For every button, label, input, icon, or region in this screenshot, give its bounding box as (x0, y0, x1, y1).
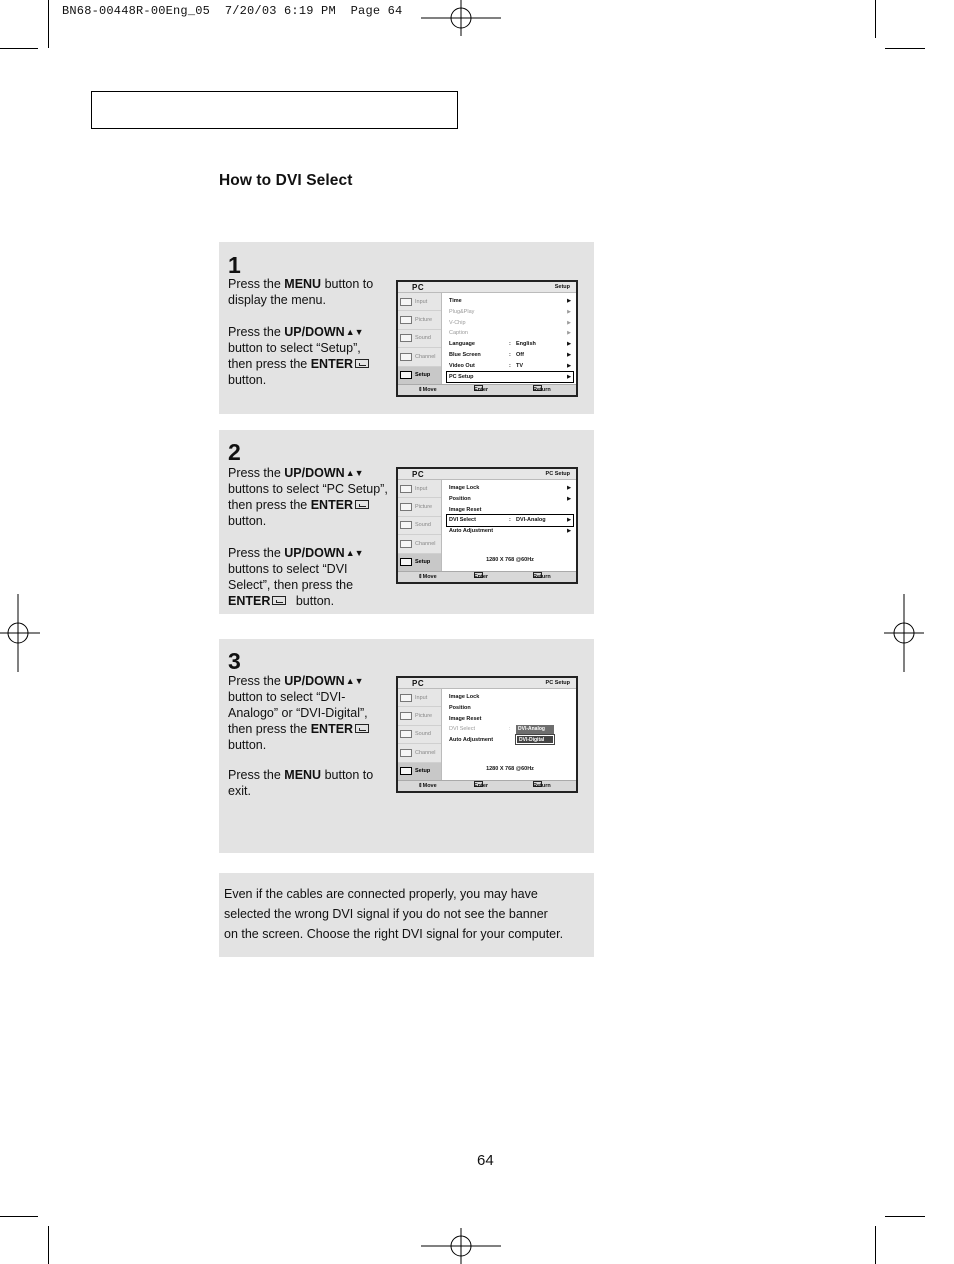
registration-mark-icon (421, 0, 501, 36)
input-icon (400, 485, 412, 493)
osd-row (447, 350, 573, 361)
osd-footer-move: ⇕ Move (418, 387, 437, 393)
osd-row-colon: : (509, 362, 511, 369)
instruction-paragraph (228, 324, 388, 388)
registration-mark-icon (0, 594, 40, 672)
osd-row (447, 735, 573, 746)
osd-screen (396, 467, 578, 584)
crop-mark (0, 1216, 38, 1217)
crop-mark (48, 1226, 49, 1264)
osd-row-colon: : (509, 726, 511, 733)
sliders-icon (400, 767, 412, 775)
osd-row (447, 494, 573, 505)
picture-icon (400, 503, 412, 511)
osd-row (447, 703, 573, 714)
page-number: 64 (477, 1152, 494, 1169)
osd-row-label: Time (449, 298, 462, 304)
key-label: ENTER (228, 594, 271, 608)
osd-row (447, 307, 573, 318)
osd-menu-input (398, 689, 441, 707)
osd-menu-setup (398, 367, 441, 385)
registration-mark-icon (421, 1228, 501, 1264)
osd-menu-label: Setup (415, 559, 431, 566)
picture-icon (400, 712, 412, 720)
text: Press the (228, 325, 285, 339)
up-down-arrow-icon: ▲▼ (345, 676, 364, 686)
osd-menu-label: Sound (415, 731, 431, 738)
crop-mark (0, 48, 38, 49)
osd-option: DVI-Analog (516, 725, 554, 734)
enter-icon (355, 359, 369, 368)
osd-row-label: V-Chip (449, 319, 466, 326)
step-3-panel (219, 639, 594, 853)
step-2-panel (219, 430, 594, 614)
key-label: ENTER (310, 498, 354, 512)
osd-menu-picture (398, 498, 441, 516)
osd-row (447, 328, 573, 339)
osd-section: Setup (554, 284, 570, 290)
osd-row-label: Auto Adjustment (449, 528, 494, 535)
osd-footer-label: Move (422, 574, 437, 580)
note-line: on the screen. Choose the right DVI signal for your computer. (224, 927, 564, 941)
osd-footer-move: ⇕ Move (418, 574, 437, 580)
print-header: BN68-00448R-00Eng_05 7/20/03 6:19 PM Page 64 (62, 4, 403, 18)
osd-menu-setup (398, 763, 441, 781)
osd-top-bar (398, 678, 576, 689)
input-icon (400, 694, 412, 702)
osd-row (447, 339, 573, 350)
osd-section: PC Setup (545, 471, 570, 477)
key-label: UP/DOWN (284, 546, 345, 560)
enter-icon (355, 500, 369, 509)
text: button to exit. (228, 768, 374, 798)
osd-footer (398, 780, 576, 791)
osd-menu-label: Channel (415, 749, 436, 756)
arrow-right-icon: ▶ (567, 319, 571, 326)
step-number: 1 (228, 252, 241, 278)
osd-menu-sound (398, 330, 441, 348)
osd-menu-label: Picture (415, 504, 433, 511)
arrow-right-icon: ▶ (567, 528, 571, 535)
osd-option-popup (516, 725, 554, 745)
arrow-right-icon: ▶ (567, 517, 571, 524)
text: Press the (228, 674, 285, 688)
osd-row-label: Auto Adjustment (449, 737, 494, 744)
osd-screen (396, 280, 578, 397)
crop-mark (885, 1216, 925, 1217)
osd-footer-label: Enter (474, 783, 489, 789)
osd-footer-label: Move (422, 783, 437, 789)
osd-row-colon: : (509, 341, 511, 348)
text: Press the (228, 466, 285, 480)
osd-menu-label: Setup (415, 372, 431, 379)
osd-row (447, 296, 573, 307)
osd-menu-label: Setup (415, 768, 431, 775)
osd-footer (398, 384, 576, 395)
key-label: ENTER (310, 357, 354, 371)
osd-row-label: DVI Select (449, 726, 475, 733)
sliders-icon (400, 371, 412, 379)
osd-row-label: Video Out (449, 362, 475, 369)
antenna-icon (400, 353, 412, 361)
text: Press the (228, 768, 285, 782)
osd-row (447, 361, 573, 372)
arrow-right-icon: ▶ (567, 362, 571, 369)
arrow-right-icon: ▶ (567, 308, 571, 315)
step-number: 3 (228, 648, 241, 674)
antenna-icon (400, 749, 412, 757)
step-number: 2 (228, 439, 241, 465)
osd-row (447, 714, 573, 725)
arrow-right-icon: ▶ (567, 495, 571, 502)
enter-icon (355, 724, 369, 733)
antenna-icon (400, 540, 412, 548)
instruction-paragraph (228, 276, 388, 308)
sliders-icon (400, 558, 412, 566)
section-title: How to DVI Select (219, 172, 353, 189)
text: Press the (228, 546, 285, 560)
osd-row-label: Language (449, 341, 475, 348)
speaker-icon (400, 334, 412, 342)
osd-menu-input (398, 293, 441, 311)
text: button to select “DVI-Analogo” or “DVI-Digital”, then press the (228, 690, 368, 736)
osd-row-label: Blue Screen (449, 351, 481, 358)
osd-section: PC Setup (545, 680, 570, 686)
osd-footer-label: Move (422, 387, 437, 393)
input-icon (400, 298, 412, 306)
step-1-panel (219, 242, 594, 414)
osd-top-bar (398, 282, 576, 293)
osd-menu-label: Input (415, 694, 428, 701)
arrow-right-icon: ▶ (567, 330, 571, 337)
arrow-right-icon: ▶ (567, 341, 571, 348)
arrow-right-icon: ▶ (567, 373, 571, 380)
osd-menu-label: Sound (415, 335, 431, 342)
step-instructions (228, 465, 388, 625)
osd-menu-label: Picture (415, 317, 433, 324)
instruction-paragraph (228, 465, 388, 529)
osd-row-label: Image Reset (449, 715, 482, 722)
step-instructions (228, 276, 388, 404)
osd-row-value: Off (516, 351, 524, 358)
up-down-arrow-icon: ▲▼ (345, 548, 364, 558)
osd-row-label: Position (449, 704, 471, 711)
osd-footer-move: ⇕ Move (418, 783, 437, 789)
osd-menu-label: Sound (415, 522, 431, 529)
osd-menu-sound (398, 726, 441, 744)
osd-sidebar (398, 293, 442, 386)
osd-menu-picture (398, 311, 441, 329)
enter-icon (272, 596, 286, 605)
osd-row-label: Image Lock (449, 694, 480, 700)
note-box (219, 873, 594, 957)
osd-top-bar (398, 469, 576, 480)
osd-row-value: TV (516, 362, 524, 369)
osd-menu-setup (398, 554, 441, 572)
step-instructions (228, 673, 388, 815)
key-label: MENU (284, 277, 322, 291)
note-line: Even if the cables are connected properly, you may have (224, 887, 538, 901)
osd-row-label: Position (449, 495, 471, 502)
crop-mark (885, 48, 925, 49)
speaker-icon (400, 730, 412, 738)
osd-menu-label: Input (415, 298, 428, 305)
osd-row-label: Caption (449, 330, 468, 337)
osd-footer-label: Enter (474, 387, 489, 393)
osd-row (447, 724, 573, 735)
osd-menu-channel (398, 348, 441, 366)
text: buttons to select “PC Setup”, then press the (228, 482, 388, 512)
text: button. (228, 373, 267, 387)
osd-row-value: English (516, 341, 536, 348)
osd-menu-label: Channel (415, 540, 436, 547)
crop-mark (48, 0, 49, 48)
osd-row-value: DVI-Analog (516, 517, 546, 524)
osd-screen (396, 676, 578, 793)
osd-row (447, 692, 573, 703)
text: Press the (228, 277, 285, 291)
instruction-paragraph (228, 545, 388, 609)
arrow-right-icon: ▶ (567, 298, 571, 304)
key-label: UP/DOWN (284, 674, 345, 688)
osd-menu-picture (398, 707, 441, 725)
instruction-paragraph (228, 673, 388, 753)
osd-row (447, 505, 573, 516)
osd-menu-list (447, 296, 573, 382)
osd-menu-list (447, 692, 573, 746)
osd-title: PC (412, 470, 425, 479)
osd-menu-label: Picture (415, 713, 433, 720)
osd-menu-label: Channel (415, 353, 436, 360)
registration-mark-icon (884, 594, 924, 672)
key-label: UP/DOWN (284, 466, 345, 480)
arrow-right-icon: ▶ (567, 351, 571, 358)
osd-footer-label: Enter (474, 574, 489, 580)
text: button. (292, 594, 335, 608)
osd-sidebar (398, 480, 442, 573)
osd-row-label: DVI Select (449, 517, 476, 524)
crop-mark (875, 1226, 876, 1264)
osd-footer-label: Return (533, 387, 551, 393)
osd-title: PC (412, 679, 425, 688)
osd-row-label: Image Lock (449, 485, 480, 491)
chapter-title-frame (91, 91, 458, 129)
osd-option-highlighted: DVI-Digital (516, 735, 554, 744)
text: button to select “Setup”, then press the (228, 341, 361, 371)
osd-row-label: Image Reset (449, 506, 482, 513)
osd-row-label: PC Setup (449, 373, 474, 380)
note-line: selected the wrong DVI signal if you do not see the banner (224, 907, 548, 921)
crop-mark (875, 0, 876, 38)
text: button to display the menu. (228, 277, 374, 307)
key-label: UP/DOWN (284, 325, 345, 339)
text: button. (228, 738, 267, 752)
osd-menu-list (447, 483, 573, 537)
osd-menu-input (398, 480, 441, 498)
up-down-arrow-icon: ▲▼ (345, 468, 364, 478)
key-label: MENU (284, 768, 322, 782)
text: button. (228, 514, 267, 528)
osd-resolution: 1280 X 768 @60Hz (486, 557, 534, 563)
osd-row-colon: : (509, 351, 511, 358)
osd-row (447, 526, 573, 537)
osd-row-selected (447, 372, 573, 383)
osd-title: PC (412, 283, 425, 292)
osd-sidebar (398, 689, 442, 782)
osd-footer (398, 571, 576, 582)
osd-menu-sound (398, 517, 441, 535)
osd-row (447, 483, 573, 494)
osd-resolution: 1280 X 768 @60Hz (486, 766, 534, 772)
osd-menu-channel (398, 744, 441, 762)
osd-row-label: Plug&Play (449, 308, 475, 315)
up-down-arrow-icon: ▲▼ (345, 327, 364, 337)
picture-icon (400, 316, 412, 324)
osd-menu-label: Input (415, 485, 428, 492)
text: buttons to select “DVI Select”, then press the (228, 562, 354, 592)
osd-footer-label: Return (533, 574, 551, 580)
arrow-right-icon: ▶ (567, 485, 571, 491)
osd-footer-label: Return (533, 783, 551, 789)
speaker-icon (400, 521, 412, 529)
key-label: ENTER (310, 722, 354, 736)
instruction-paragraph (228, 767, 388, 799)
osd-row-selected (447, 515, 573, 526)
osd-row (447, 318, 573, 329)
osd-row-colon: : (509, 517, 511, 524)
osd-menu-channel (398, 535, 441, 553)
